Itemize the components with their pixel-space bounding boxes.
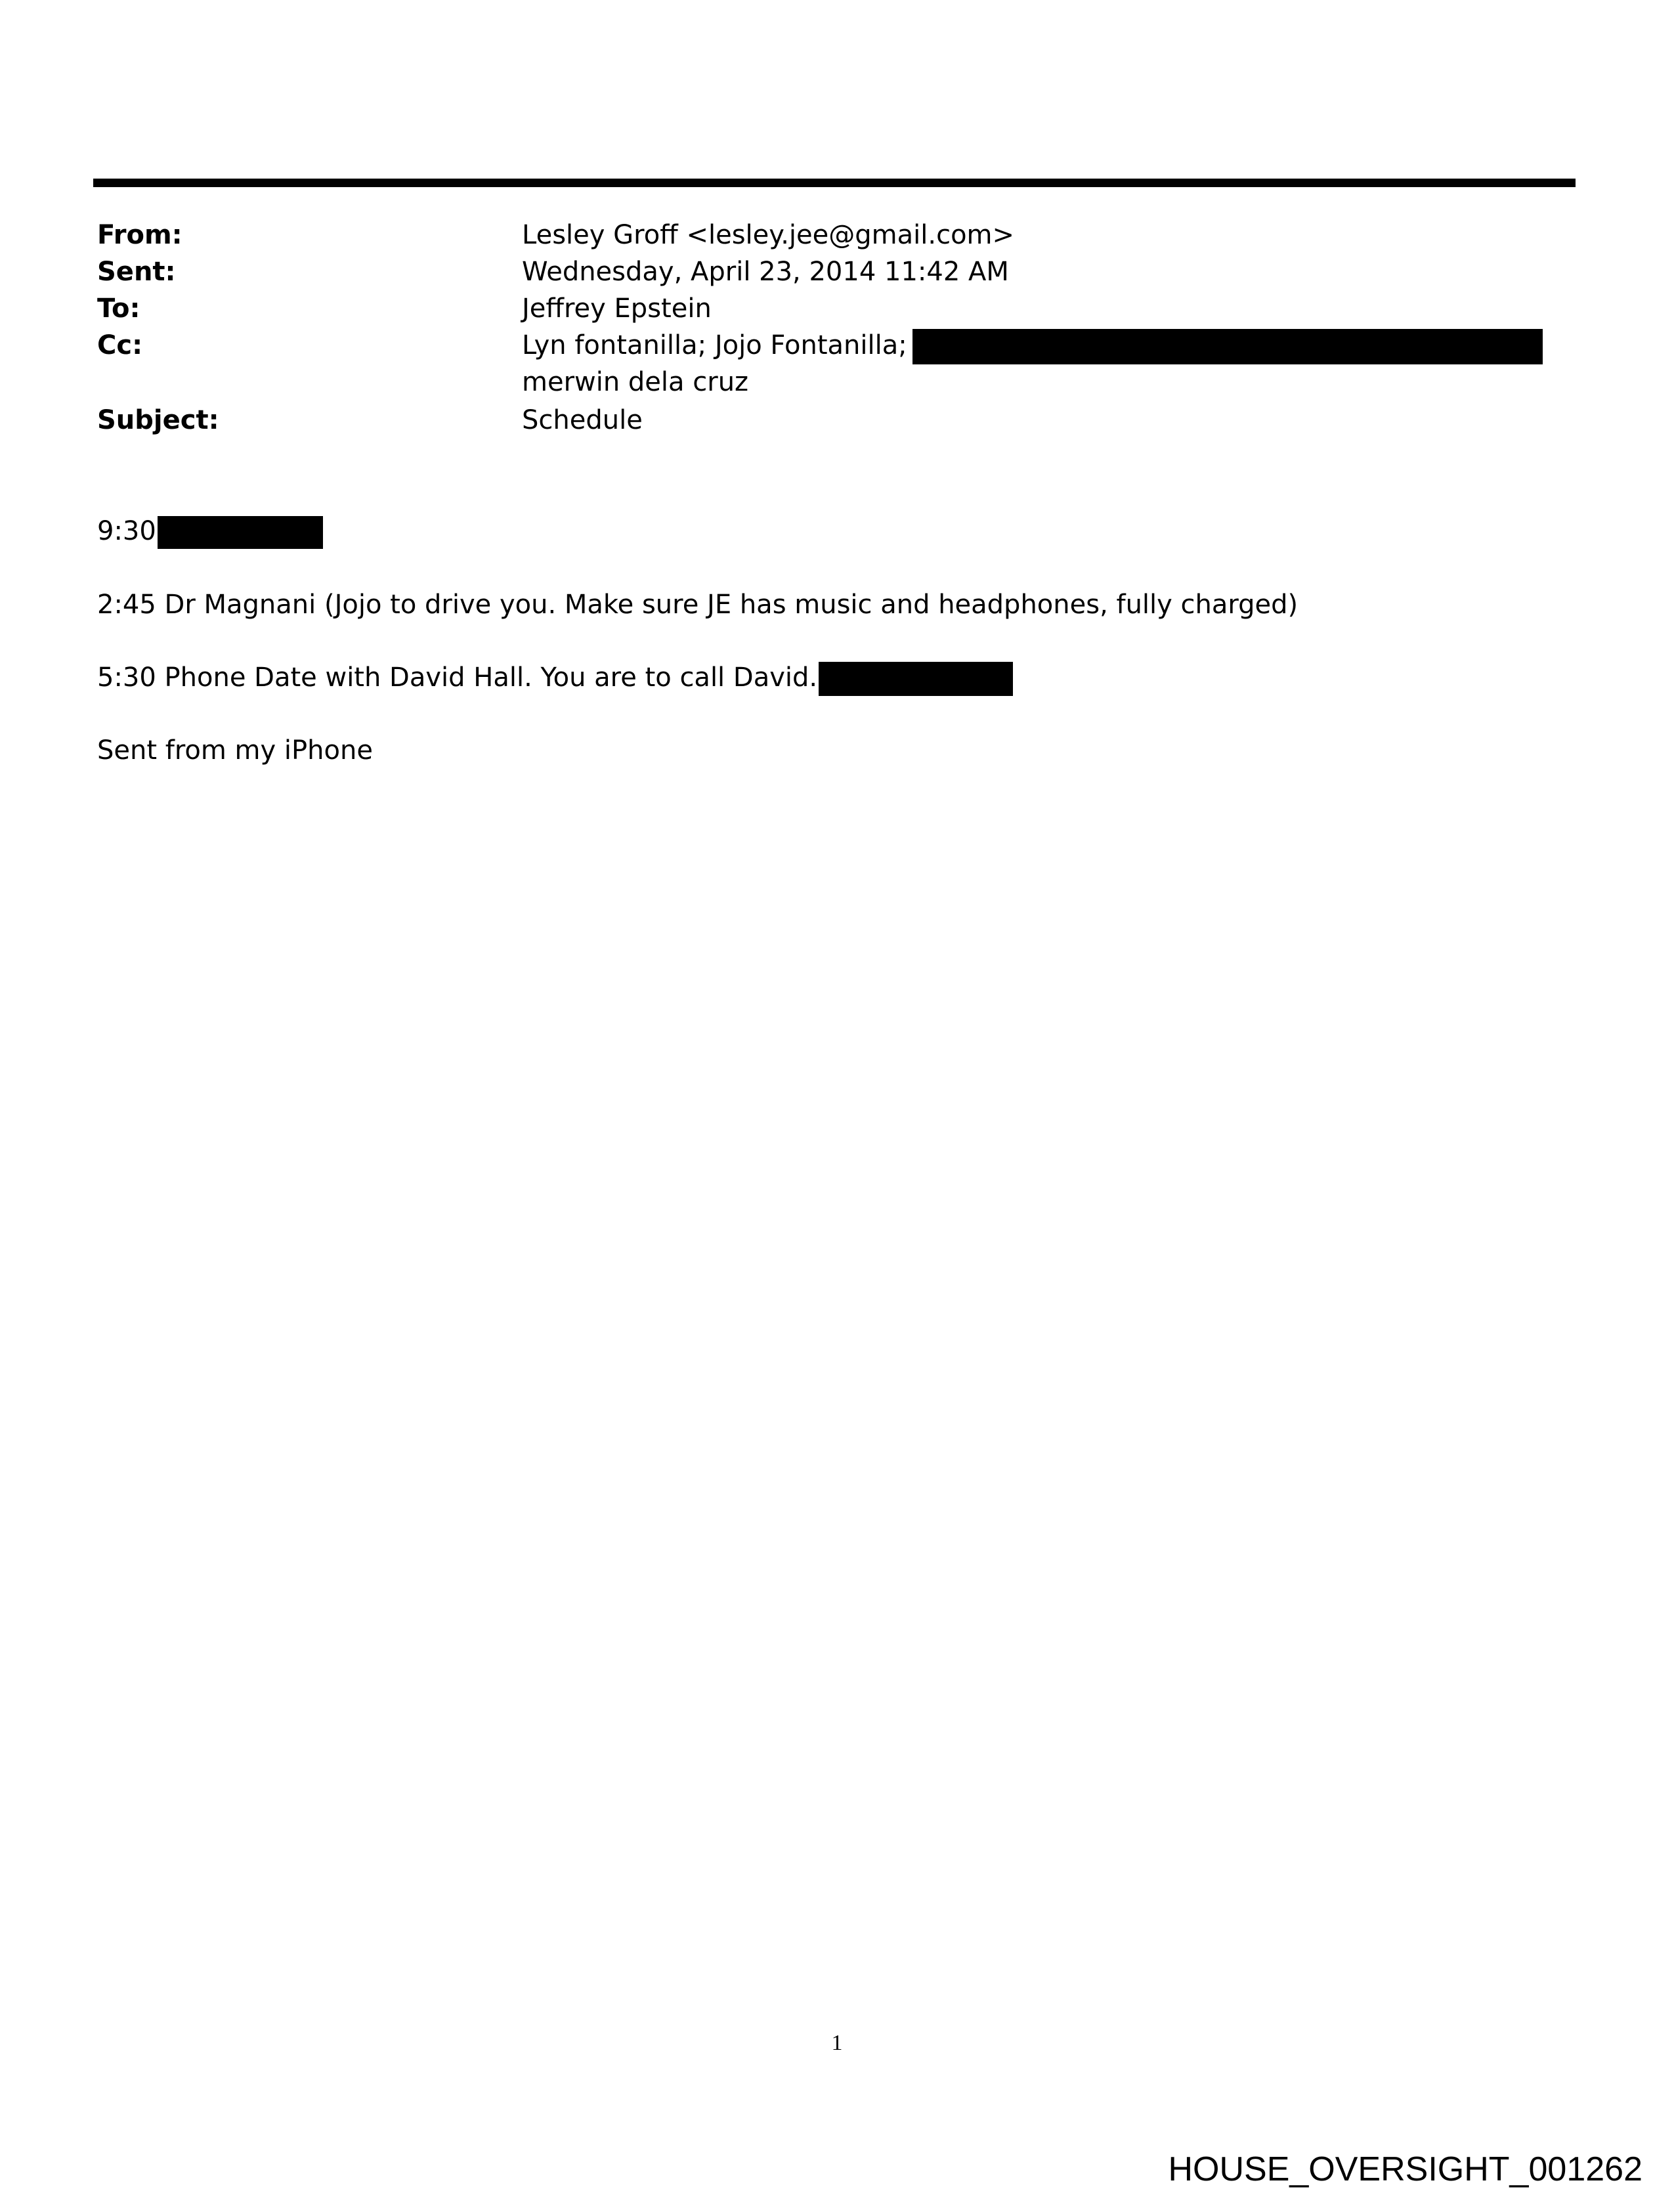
cc-redaction [912,329,1543,364]
schedule-line-245: 2:45 Dr Magnani (Jojo to drive you. Make sure JE has music and headphones, fully charged) [97,590,1298,620]
subject-label: Subject: [97,405,219,435]
schedule-line-530-text: 5:30 Phone Date with David Hall. You are to call David. [97,662,818,693]
from-label: From: [97,220,182,250]
sent-value: Wednesday, April 23, 2014 11:42 AM [522,257,1009,287]
schedule-line-930 [97,513,323,550]
schedule-line-930-text: 9:30 [97,516,156,546]
signature-line: Sent from my iPhone [97,735,373,766]
schedule-line-930-redaction [158,516,323,549]
to-label: To: [97,293,140,324]
sent-label: Sent: [97,257,176,287]
cc-value-line2: merwin dela cruz [522,367,749,397]
subject-value: Schedule [522,405,643,435]
from-value: Lesley Groff <lesley.jee@gmail.com> [522,220,1015,250]
schedule-line-530-redaction [819,662,1013,696]
cc-recipients-text: Lyn fontanilla; Jojo Fontanilla; [522,330,907,360]
to-value: Jeffrey Epstein [522,293,712,324]
header-divider [93,179,1576,187]
cc-label: Cc: [97,330,143,360]
page-number: 1 [831,2031,843,2055]
bates-number: HOUSE_OVERSIGHT_001262 [1168,2150,1642,2188]
cc-value-line1 [522,327,1543,364]
schedule-line-530 [97,659,1013,696]
